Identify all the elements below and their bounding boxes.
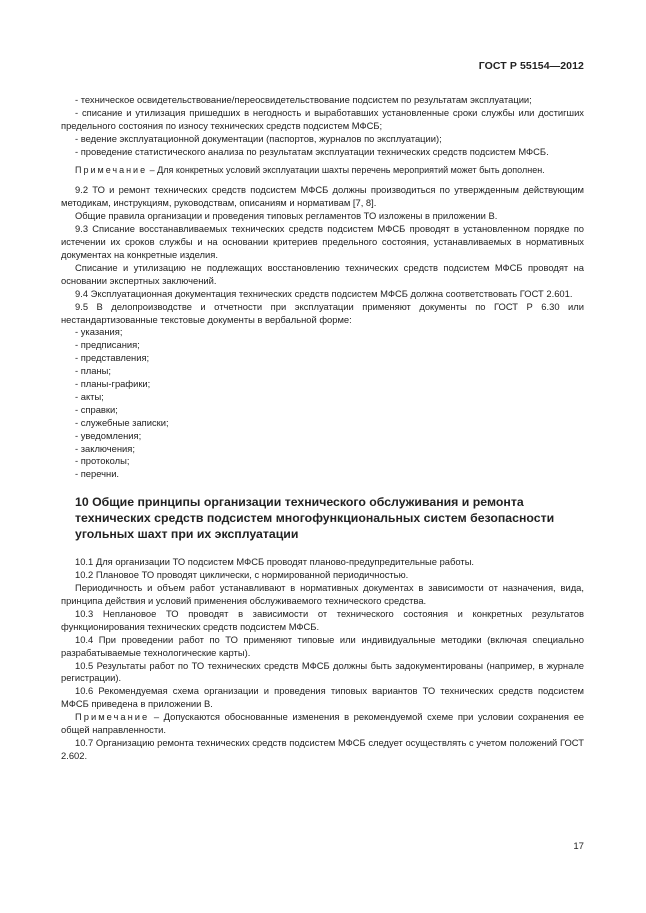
list-item: - перечни. (75, 468, 120, 480)
paragraph-10-4: 10.4 При проведении работ по ТО применяют типовые или индивидуальные методики (включая специально разрабатываемые технологические карты). (61, 633, 584, 658)
paragraph-9-4: 9.4 Эксплуатационная документация технических средств подсистем МФСБ должна соответствовать ГОСТ 2.601. (75, 287, 573, 299)
note-text: – Допускаются обоснованные изменения в рекомендуемой схеме при условии сохранения ее общей направленности. (61, 711, 584, 736)
note-paragraph (61, 711, 584, 737)
paragraph: Списание и утилизацию не подлежащих восстановлению технических средств подсистем МФСБ проводят на основании экспертных заключений. (61, 261, 584, 286)
list-item: - акты; (75, 390, 104, 402)
document-number-header: ГОСТ Р 55154—2012 (478, 60, 584, 72)
list-item: - списание и утилизация пришедших в негодность и выработавших установленные сроки службы или достигших предельного состояния по износу технических средств подсистем МФСБ; (61, 106, 584, 131)
section-10-heading: 10 Общие принципы организации технического обслуживания и ремонта технических средств подсистем многофункциональных систем безопасности угольных шахт при их эксплуатации (75, 495, 555, 542)
list-item: - уведомления; (75, 429, 142, 441)
page-body (61, 94, 584, 763)
paragraph-10-1: 10.1 Для организации ТО подсистем МФСБ проводят планово-предупредительные работы. (75, 556, 475, 568)
list-item: - предписания; (75, 339, 140, 351)
note-label: Примечание (75, 164, 148, 175)
list-item: - указания; (75, 326, 123, 338)
list-item: - планы; (75, 365, 112, 377)
note-label: Примечание (75, 711, 150, 723)
list-item: - планы-графики; (75, 378, 151, 390)
paragraph: Периодичность и объем работ устанавливают в нормативных документах в зависимости от назначения, вида, принципа действия и условий применения обслуживаемого технического средства. (61, 582, 584, 606)
list-item: - проведение статистического анализа по результатам эксплуатации технических средств подсистем МФСБ. (75, 145, 549, 157)
paragraph-9-2: 9.2 ТО и ремонт технических средств подсистем МФСБ должны производиться по утвержденным действующим методикам, инструкциям, руководствам, описаниям и нормативам [7, 8]. (61, 184, 584, 209)
paragraph-10-7: 10.7 Организацию ремонта технических средств подсистем МФСБ следует осуществлять с учетом положений ГОСТ 2.602. (61, 736, 584, 761)
paragraph-10-3: 10.3 Неплановое ТО проводят в зависимости от технического состояния и конкретных результатов функционирования технических средств подсистем МФСБ. (61, 607, 584, 632)
paragraph-10-2: 10.2 Плановое ТО проводят циклически, с нормированной периодичностью. (75, 569, 409, 581)
note-text: – Для конкретных условий эксплуатации шахты перечень мероприятий может быть дополнен. (147, 164, 545, 175)
paragraph-10-6: 10.6 Рекомендуемая схема организации и проведения типовых вариантов ТО технических средств подсистем МФСБ приведена в приложении В. (61, 685, 584, 710)
note-paragraph (61, 164, 584, 177)
paragraph: Общие правила организации и проведения типовых регламентов ТО изложены в приложении В. (75, 210, 498, 222)
list-item: - ведение эксплуатационной документации (паспортов, журналов по эксплуатации); (75, 132, 442, 144)
list-item: - заключения; (75, 442, 135, 454)
list-item: - служебные записки; (75, 416, 169, 428)
list-item: - техническое освидетельствование/переосвидетельствование подсистем по результатам эксплуатации; (75, 94, 532, 105)
paragraph-9-3: 9.3 Списание восстанавливаемых технических средств подсистем МФСБ проводят в установленном порядке по истечении их сроков службы и на основании критериев предельного состояния, устанавливаемых в нормативных документах на конкретные изделия. (61, 223, 584, 260)
paragraph-10-5: 10.5 Результаты работ по ТО технических средств МФСБ должны быть задокументированы (например, в журнале регистрации). (61, 659, 584, 684)
list-item: - справки; (75, 403, 118, 415)
list-item: - представления; (75, 352, 150, 364)
list-item: - протоколы; (75, 455, 130, 467)
page-number: 17 (573, 841, 584, 852)
paragraph-9-5: 9.5 В делопроизводстве и отчетности при эксплуатации применяют документы по ГОСТ Р 6.30 или нестандартизованные текстовые документы в вербальной форме: (61, 300, 584, 325)
